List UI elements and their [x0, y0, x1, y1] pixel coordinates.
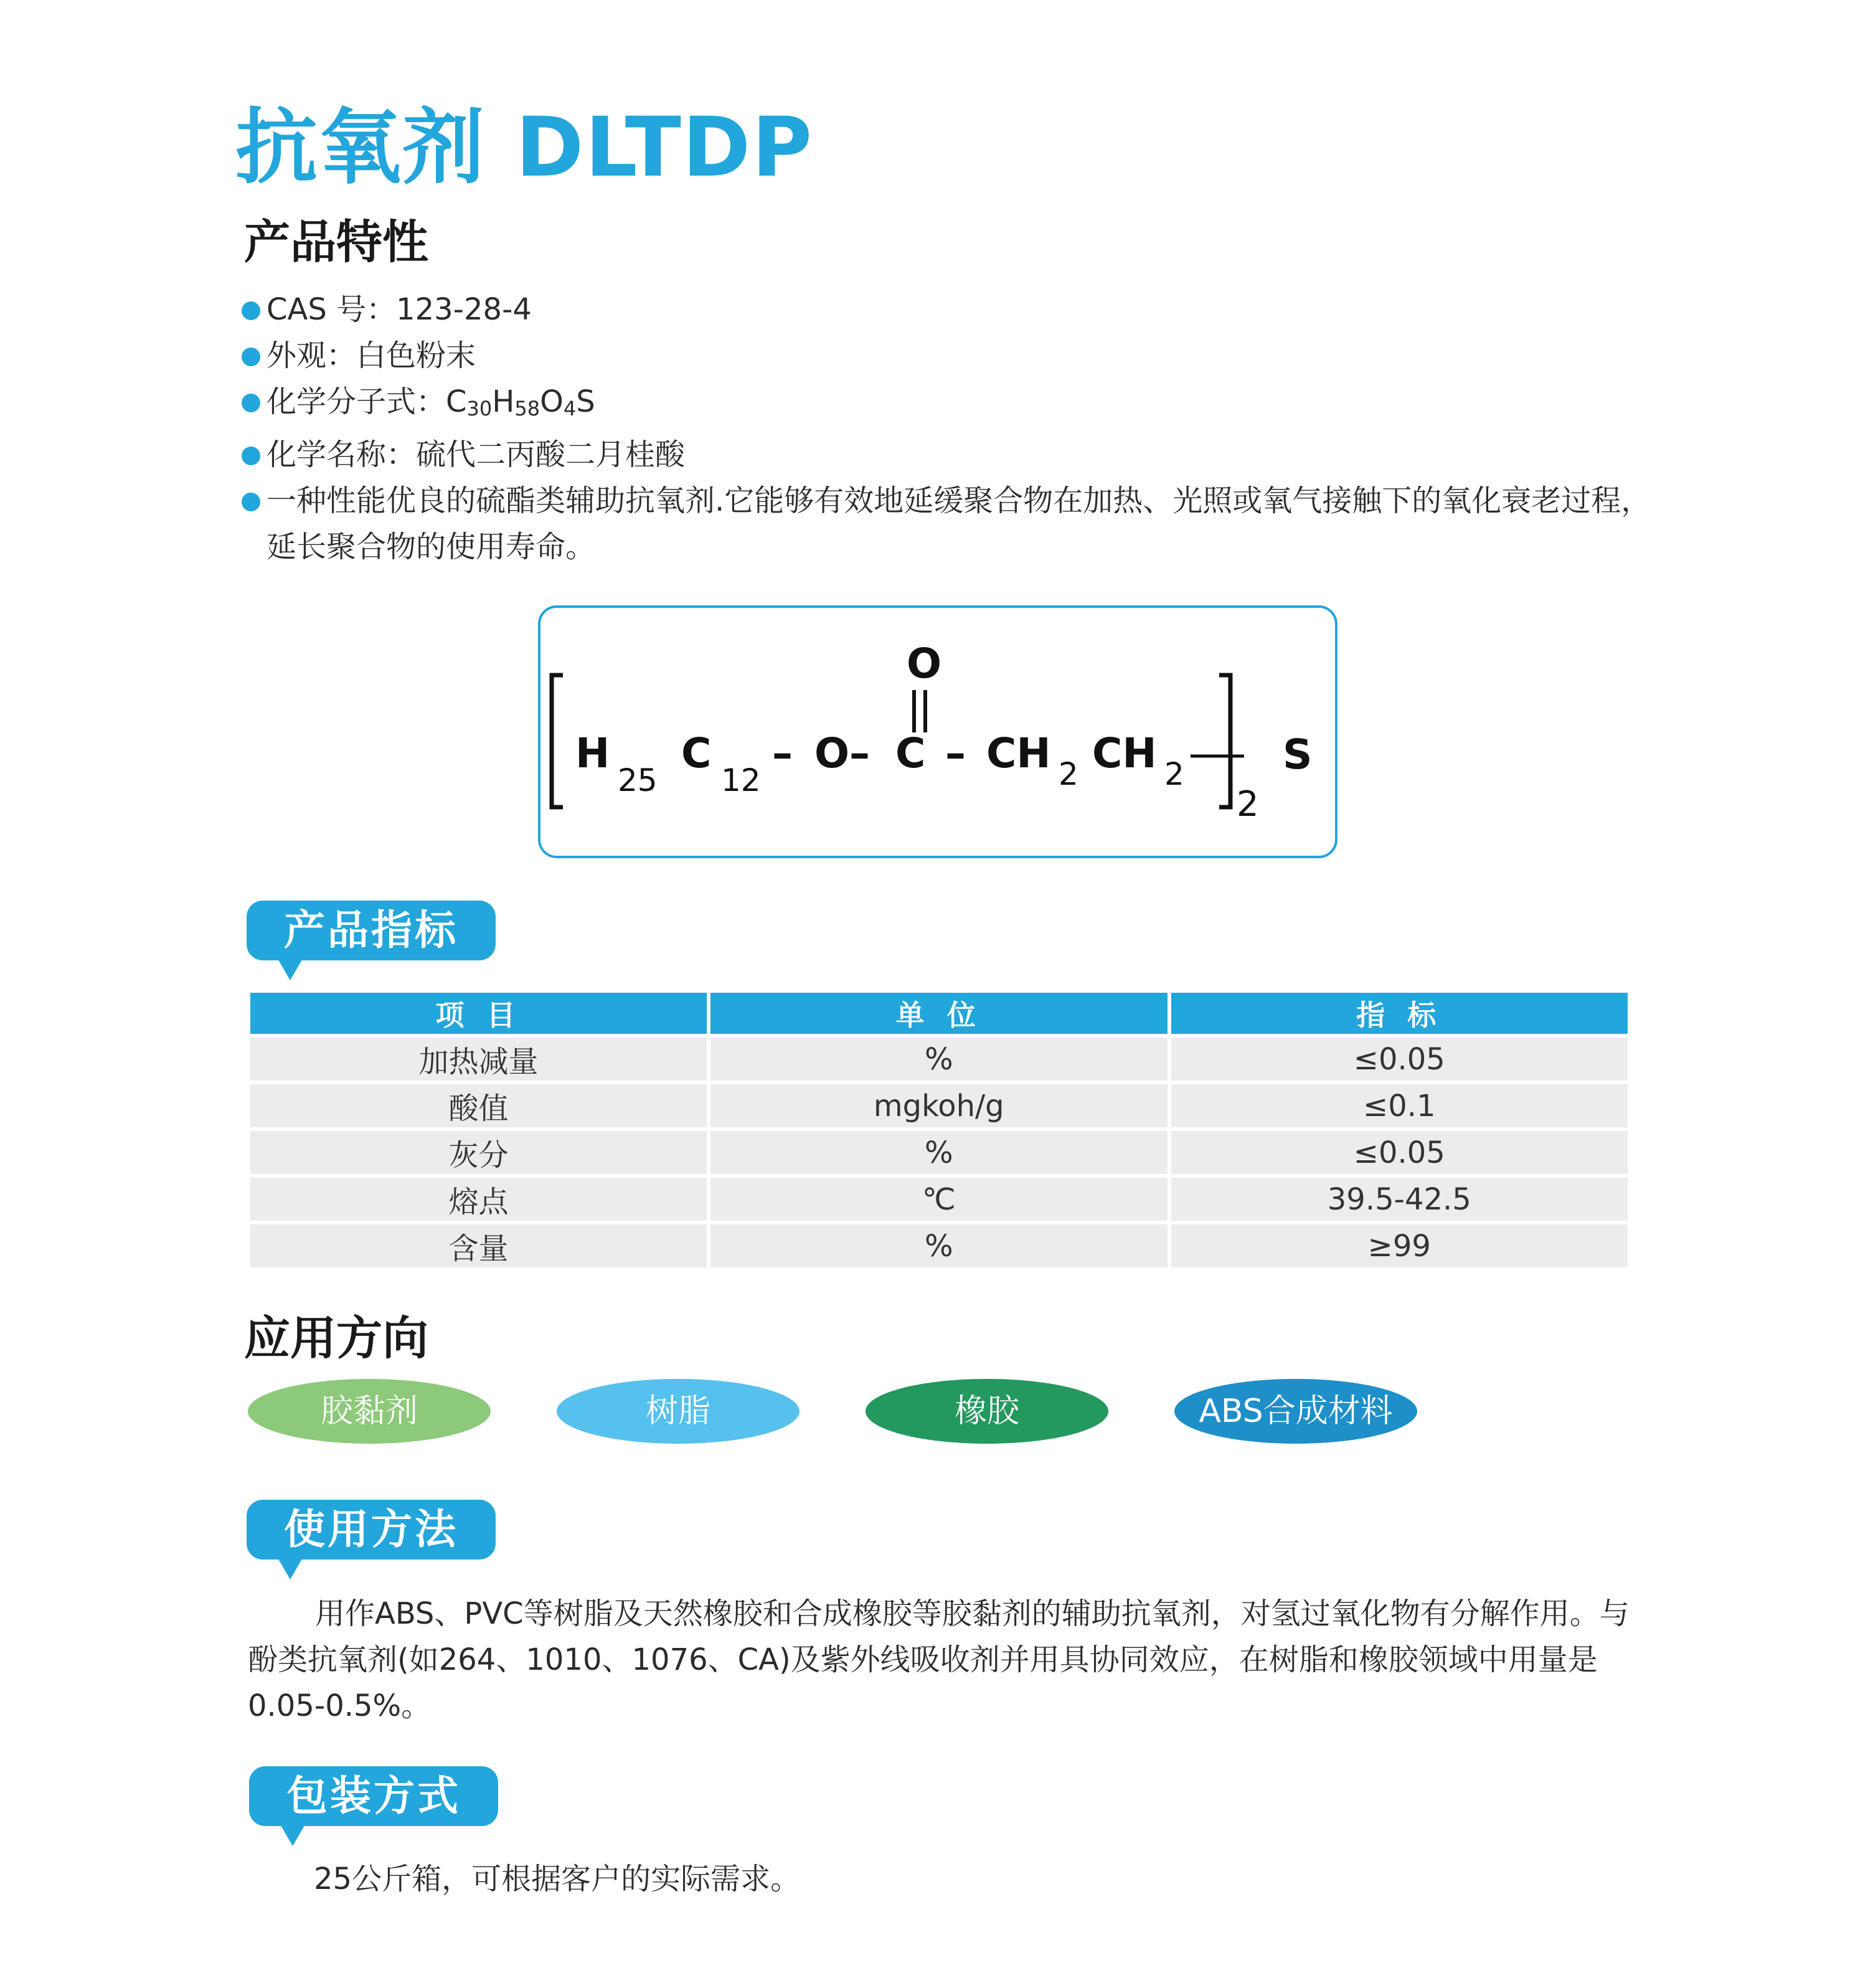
- table-header-row: [250, 993, 1628, 1034]
- structure-c-sub: 12: [721, 762, 761, 798]
- cell-item: 加热减量: [250, 1038, 707, 1081]
- spec-tag: 产品指标: [247, 901, 496, 960]
- structure-ch2b: CH: [1092, 729, 1157, 777]
- structure-dash-1: –: [772, 729, 793, 777]
- cell-value: ≤0.1: [1171, 1084, 1628, 1127]
- structure-h-sub: 25: [618, 762, 658, 798]
- cell-item: 酸值: [250, 1084, 707, 1127]
- cell-value: ≤0.05: [1171, 1131, 1628, 1174]
- cell-value: ≥99: [1171, 1224, 1628, 1267]
- structure-c: C: [681, 729, 712, 777]
- header-item: 项 目: [250, 993, 707, 1034]
- feature-item-cas: CAS 号：123-28-4: [242, 286, 1674, 333]
- feature-item-formula: 化学分子式：$C_{30}H_{58}O_4S$: [242, 379, 1674, 432]
- page-title: 抗氧剂 DLTDP: [235, 100, 814, 196]
- header-value: 指 标: [1171, 993, 1628, 1034]
- table-row: [250, 1178, 1628, 1221]
- features-heading: 产品特性: [244, 215, 428, 269]
- usage-text: 用作ABS、PVC等树脂及天然橡胶和合成橡胶等胶黏剂的辅助抗氧剂，对氢过氧化物有分解作用。与酚类抗氧剂(如264、1010、1076、CA)及紫外线吸收剂并用具协同效应，在树脂和橡胶领域中用量是0.05-0.5%。: [248, 1596, 1630, 1723]
- structure-o-top: O: [907, 640, 942, 688]
- structure-s: S: [1283, 731, 1313, 779]
- table-row: [250, 1084, 1628, 1127]
- features-list: [242, 286, 1674, 570]
- cell-unit: %: [710, 1131, 1168, 1174]
- packaging-text: 25公斤箱，可根据客户的实际需求。: [314, 1862, 801, 1896]
- usage-tag-pointer: [276, 1556, 304, 1579]
- structure-h: H: [575, 729, 610, 777]
- bullet-icon: [242, 493, 260, 511]
- left-bracket: [552, 675, 563, 807]
- structure-formula-diagram: [540, 608, 1335, 856]
- application-pill-resin: 树脂: [557, 1379, 800, 1444]
- feature-item-chemical-name: 化学名称：硫代二丙酸二月桂酸: [242, 432, 1674, 478]
- feature-item-description: 一种性能优良的硫酯类辅助抗氧剂.它能够有效地延缓聚合物在加热、光照或氧气接触下的氧化衰老过程，延长聚合物的使用寿命。: [242, 478, 1674, 570]
- cell-item: 灰分: [250, 1131, 707, 1174]
- table-row: [250, 1224, 1628, 1267]
- bullet-icon: [242, 447, 260, 465]
- cell-item: 含量: [250, 1224, 707, 1267]
- structure-c2: C: [895, 729, 926, 777]
- cell-value: ≤0.05: [1171, 1038, 1628, 1081]
- cell-item: 熔点: [250, 1178, 707, 1221]
- packaging-tag-pointer: [279, 1822, 306, 1846]
- cell-value: 39.5-42.5: [1171, 1178, 1628, 1221]
- application-pill-abs: ABS合成材料: [1174, 1379, 1417, 1444]
- table-row: [250, 1131, 1628, 1174]
- application-pill-adhesive: 胶黏剂: [248, 1379, 491, 1444]
- table-row: [250, 1038, 1628, 1081]
- bullet-icon: [242, 348, 260, 366]
- bullet-icon: [242, 394, 260, 412]
- spec-tag-pointer: [276, 957, 304, 980]
- structure-dash-2: –: [849, 729, 870, 777]
- structure-o: O: [814, 729, 850, 777]
- feature-item-appearance: 外观：白色粉末: [242, 333, 1674, 379]
- application-pill-rubber: 橡胶: [866, 1379, 1108, 1444]
- bullet-icon: [242, 301, 260, 320]
- cell-unit: mgkoh/g: [710, 1084, 1168, 1127]
- structure-formula-box: [538, 605, 1337, 858]
- header-unit: 单 位: [710, 993, 1168, 1034]
- cell-unit: %: [710, 1038, 1168, 1081]
- spec-table: [247, 989, 1631, 1271]
- usage-tag: 使用方法: [247, 1500, 496, 1560]
- packaging-tag: 包装方式: [249, 1766, 498, 1826]
- cell-unit: ℃: [710, 1178, 1168, 1221]
- structure-n-sub: 2: [1237, 784, 1259, 825]
- structure-ch2a: CH: [986, 729, 1051, 777]
- structure-ch2b-sub: 2: [1164, 756, 1184, 792]
- structure-dash-3: –: [945, 729, 966, 777]
- right-bracket: [1219, 675, 1230, 807]
- applications-heading: 应用方向: [244, 1312, 428, 1365]
- structure-ch2a-sub: 2: [1059, 756, 1078, 792]
- cell-unit: %: [710, 1224, 1168, 1267]
